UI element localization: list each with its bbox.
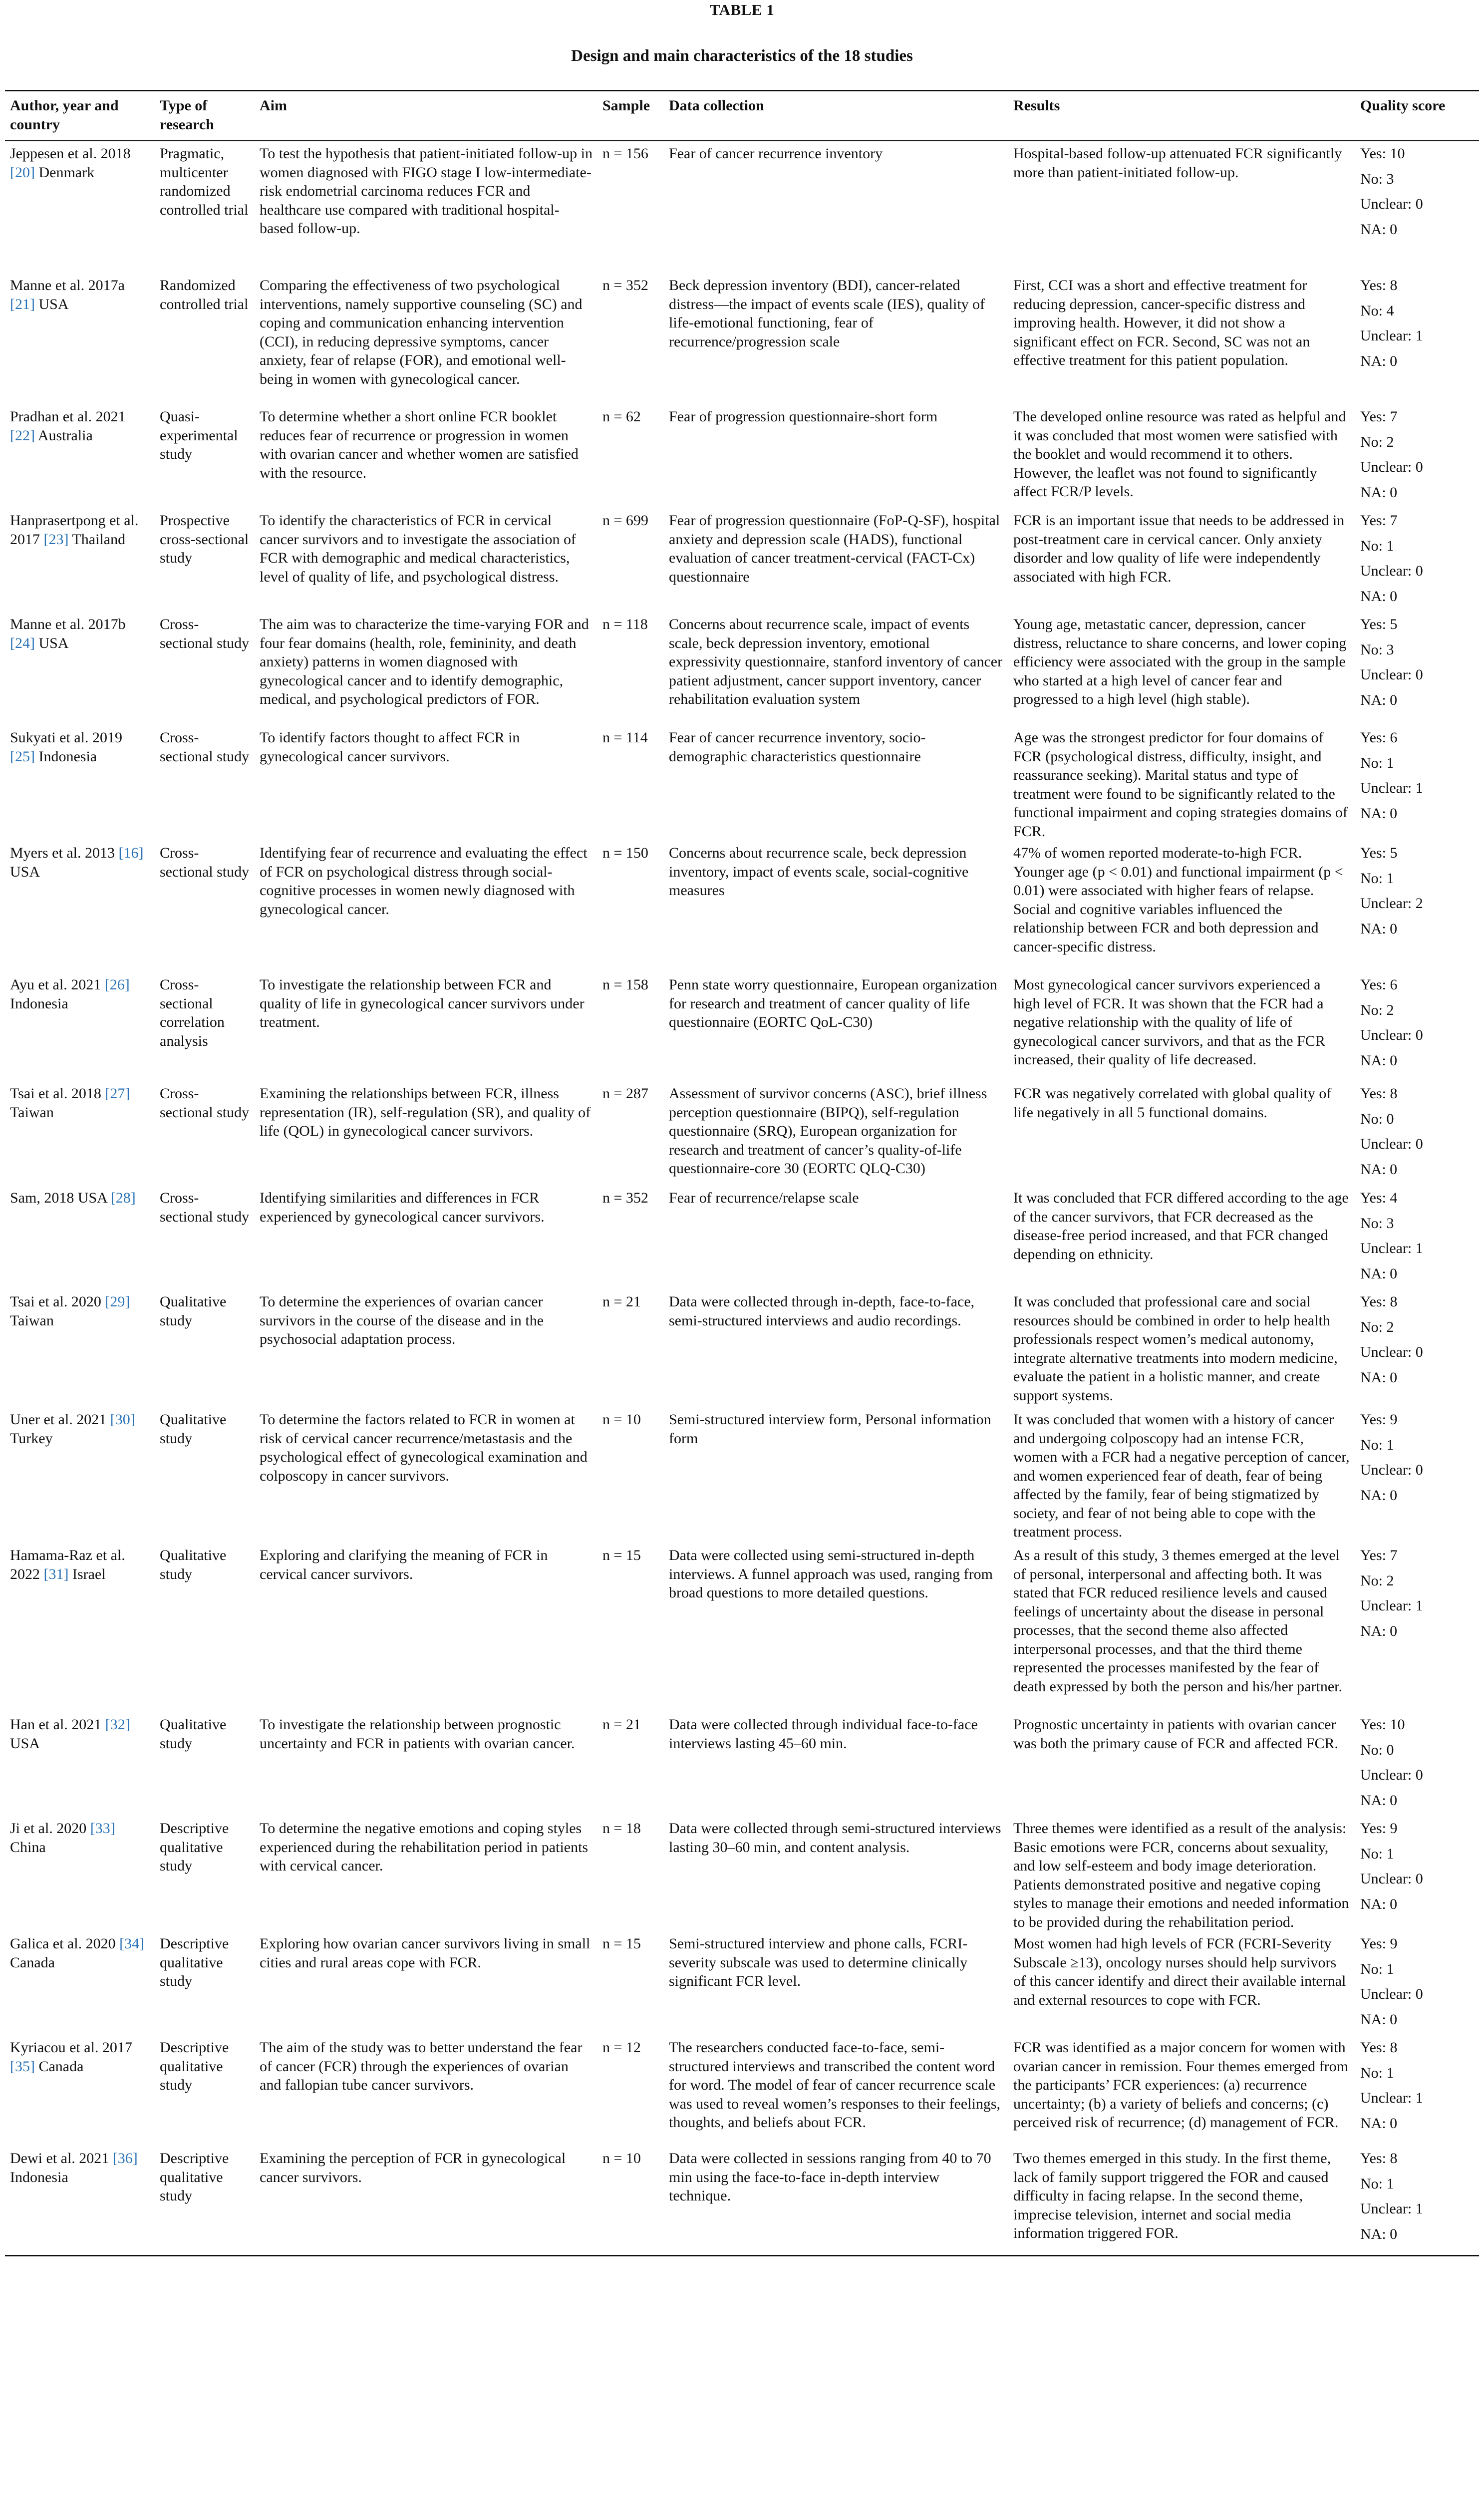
cell-results: Three themes were identified as a result of the analysis: Basic emotions were FCR, concerns about sexuality, and low self-esteem and body image deterioration. Patients demonstrated positive and negative coping styles to manage their emotions and needed information to be provided during the rehabilitation period.	[1013, 1820, 1349, 1930]
cell-author	[5, 141, 155, 273]
cell-aim: To determine the factors related to FCR in women at risk of cervical cancer recurrence/metastasis and the psychological effect of gynecological examination and colposcopy in cancer survivors.	[260, 1411, 588, 1484]
cell-author	[5, 1712, 155, 1816]
cell-aim: Examining the relationships between FCR, illness representation (IR), self-regulation (SR), and quality of life (QOL) in gynecological cancer survivors.	[260, 1085, 591, 1139]
cell-aim: To investigate the relationship between prognostic uncertainty and FCR in patients with ovarian cancer.	[260, 1716, 575, 1752]
cell-results: Two themes emerged in this study. In the first theme, lack of family support triggered the FOR and caused difficulty in facing relapse. In the second theme, imprecise television, internet and social media information triggered FOR.	[1008, 2146, 1355, 2256]
quality-item: No: 2	[1360, 1572, 1394, 1589]
table-row	[5, 404, 1479, 508]
cell-quality-score	[1355, 841, 1479, 972]
quality-item: Yes: 5	[1360, 616, 1398, 632]
cell-results: First, CCI was a short and effective treatment for reducing depression, cancer-specific distress and improving health. However, it did not show a significant effect on FCR. Second, SC was not an effective treatment for this patient population.	[1013, 277, 1310, 368]
quality-item: Yes: 8	[1360, 1085, 1398, 1102]
cell-author	[5, 273, 155, 404]
quality-item: NA: 0	[1360, 221, 1398, 238]
cell-data-collection: Concerns about recurrence scale, impact of events scale, beck depression inventory, emotional expressivity questionnaire, stanford inventory of cancer patient adjustment, cancer support inventory, cancer rehabilitation evaluation system	[669, 616, 1003, 707]
quality-item: Yes: 7	[1360, 408, 1398, 425]
cell-author	[5, 972, 155, 1081]
quality-item: NA: 0	[1360, 1792, 1398, 1809]
header-author: Author, year and country	[5, 91, 155, 141]
table-row	[5, 2146, 1479, 2256]
cell-sample: n = 10	[602, 1411, 641, 1428]
cell-type: Quasi-experimental study	[160, 408, 238, 462]
quality-item: Yes: 8	[1360, 1293, 1398, 1310]
cell-aim: The aim of the study was to better understand the fear of cancer (FCR) through the experiences of ovarian and fallopian tube cancer survivors.	[260, 2039, 583, 2093]
quality-item: Yes: 7	[1360, 512, 1398, 529]
cell-type: Qualitative study	[160, 1547, 227, 1582]
quality-item: Unclear: 0	[1360, 563, 1423, 579]
cell-quality-score	[1355, 141, 1479, 273]
cell-data-collection: Data were collected through semi-structured interviews lasting 30–60 min, and content analysis.	[669, 1820, 1001, 1856]
quality-item: NA: 0	[1360, 352, 1398, 369]
reference-link[interactable]: [32]	[105, 1716, 130, 1733]
cell-aim: The aim was to characterize the time-varying FOR and four fear domains (health, role, femininity, and death anxiety) patterns in women diagnosed with gynecological cancer and to identify demographic, medical, and psychological predictors of FOR.	[260, 616, 589, 707]
author-country: China	[10, 1839, 46, 1856]
cell-sample: n = 15	[602, 1547, 641, 1563]
quality-item: NA: 0	[1360, 1622, 1398, 1639]
quality-item: Unclear: 0	[1360, 1767, 1423, 1783]
table-row	[5, 2035, 1479, 2146]
cell-type: Cross-sectional study	[160, 729, 250, 765]
author-year: Sam, 2018 USA	[10, 1190, 111, 1206]
quality-item: Unclear: 1	[1360, 780, 1423, 796]
cell-data-collection: Semi-structured interview form, Personal information form	[669, 1411, 991, 1447]
cell-aim: Identifying similarities and differences in FCR experienced by gynecological cancer survivors.	[260, 1190, 545, 1225]
cell-aim: To investigate the relationship between FCR and quality of life in gynecological cancer survivors under treatment.	[260, 976, 585, 1030]
author-year: Manne et al. 2017b	[10, 616, 126, 632]
table-caption: Design and main characteristics of the 18 studies	[571, 47, 913, 65]
quality-item: Unclear: 1	[1360, 2090, 1423, 2106]
quality-item: NA: 0	[1360, 805, 1398, 822]
cell-author	[5, 1289, 155, 1407]
cell-data-collection: Assessment of survivor concerns (ASC), brief illness perception questionnaire (BIPQ), self-regulation questionnaire (SRQ), European organization for research and treatment of cancer’s quality-of-life questionnaire-core 30 (EORTC QLQ-C30)	[669, 1085, 987, 1177]
quality-item: Unclear: 0	[1360, 1986, 1423, 2002]
cell-type: Prospective cross-sectional study	[160, 512, 249, 566]
author-year: Hamama-Raz et al. 2022	[10, 1547, 125, 1582]
quality-item: Unclear: 0	[1360, 196, 1423, 212]
quality-item: Unclear: 0	[1360, 1027, 1423, 1043]
table-row	[5, 1712, 1479, 1816]
table-row	[5, 1543, 1479, 1712]
author-country: Indonesia	[10, 2169, 68, 2185]
cell-quality-score	[1355, 273, 1479, 404]
cell-data-collection: Fear of progression questionnaire-short form	[669, 408, 938, 425]
cell-data-collection: Penn state worry questionnaire, European organization for research and treatment of cancer quality of life questionnaire (EORTC QoL-C30)	[669, 976, 997, 1030]
author-country: Australia	[34, 427, 93, 444]
reference-link[interactable]: [34]	[119, 1935, 145, 1952]
quality-item: Yes: 7	[1360, 1547, 1398, 1563]
cell-results: Most women had high levels of FCR (FCRI-Severity Subscale ≥13), oncology nurses should help survivors of this cancer identify and direct their available internal and external resources to cope with FCR.	[1013, 1935, 1346, 2008]
cell-results: Young age, metastatic cancer, depression, cancer distress, reluctance to share concerns, and lower coping efficiency were associated with the group in the sample who started at a high level of cancer fear and progressed to a high level (high stable).	[1013, 616, 1347, 707]
table-row	[5, 725, 1479, 841]
cell-type: Qualitative study	[160, 1411, 227, 1447]
quality-item: NA: 0	[1360, 2225, 1398, 2242]
header-sample: Sample	[597, 91, 664, 141]
quality-item: No: 0	[1360, 1741, 1394, 1758]
quality-item: No: 1	[1360, 870, 1394, 887]
cell-data-collection: Fear of recurrence/relapse scale	[669, 1190, 859, 1206]
reference-link[interactable]: [33]	[90, 1820, 115, 1837]
author-country: Israel	[68, 1565, 106, 1582]
cell-quality-score	[1355, 1186, 1479, 1289]
author-year: Manne et al. 2017a	[10, 277, 125, 294]
cell-data-collection: Fear of cancer recurrence inventory, socio-demographic characteristics questionnaire	[669, 729, 926, 765]
cell-aim: Exploring and clarifying the meaning of FCR in cervical cancer survivors.	[260, 1547, 548, 1582]
quality-item: NA: 0	[1360, 920, 1398, 937]
quality-item: No: 1	[1360, 1436, 1394, 1453]
reference-link[interactable]: [27]	[105, 1085, 130, 1102]
quality-item: Unclear: 0	[1360, 1344, 1423, 1360]
author-country: Turkey	[10, 1430, 53, 1447]
cell-results: As a result of this study, 3 themes emerged at the level of personal, interpersonal and affecting both. It was stated that FCR reduced resilience levels and caused feelings of uncertainty about the disease in personal processes, that the second theme also affected interpersonal processes, and that the third theme represented the processes manifested by the fear of death expressed by both the person and his/her partner.	[1013, 1547, 1342, 1695]
quality-item: Unclear: 0	[1360, 1462, 1423, 1478]
reference-link[interactable]: [20]	[10, 164, 35, 181]
author-year: Myers et al. 2013	[10, 845, 119, 861]
author-year: Ayu et al. 2021	[10, 976, 105, 993]
cell-sample: n = 699	[602, 512, 648, 529]
quality-item: NA: 0	[1360, 1265, 1398, 1282]
reference-link[interactable]: [26]	[104, 976, 130, 993]
cell-quality-score	[1355, 1931, 1479, 2035]
cell-author	[5, 508, 155, 612]
cell-aim: To determine the negative emotions and coping styles experienced during the rehabilitation period in patients with cervical cancer.	[260, 1820, 589, 1874]
quality-item: No: 2	[1360, 1318, 1394, 1335]
author-year: Sukyati et al. 2019	[10, 729, 122, 746]
author-year: Han et al. 2021	[10, 1716, 105, 1733]
cell-sample: n = 114	[602, 729, 648, 746]
cell-results: Most gynecological cancer survivors experienced a high level of FCR. It was shown that the FCR had a negative relationship with the quality of life of gynecological cancer survivors, and that as the FCR increased, their quality of life decreased.	[1013, 976, 1325, 1068]
author-country: USA	[34, 634, 69, 651]
quality-item: Unclear: 0	[1360, 1871, 1423, 1887]
quality-item: Yes: 8	[1360, 2150, 1398, 2167]
cell-aim: Comparing the effectiveness of two psychological interventions, namely supportive counseling (SC) and coping and communication enhancing intervention (CCI), in reducing depressive symptoms, cancer anxiety, fear of relapse (FOR), and emotional well-being in women with gynecological cancer.	[260, 277, 583, 387]
header-data-collection: Data collection	[664, 91, 1008, 141]
cell-results: FCR was identified as a major concern for women with ovarian cancer in remission. Four themes emerged from the participants’ FCR experiences: (a) recurrence uncertainty; (b) a variety of beliefs and concerns; (c) perceived risk of recurrence; (d) management of FCR.	[1013, 2039, 1348, 2131]
cell-type: Cross-sectional study	[160, 1190, 250, 1225]
cell-sample: n = 158	[602, 976, 648, 993]
author-country: USA	[34, 296, 69, 312]
quality-item: Yes: 10	[1360, 145, 1405, 162]
cell-type: Cross-sectional study	[160, 845, 250, 880]
cell-aim: To identify the characteristics of FCR in cervical cancer survivors and to investigate the association of FCR with demographic and medical characteristics, level of quality of life, and psychological distress.	[260, 512, 576, 585]
table-row	[5, 1081, 1479, 1186]
cell-data-collection: Fear of progression questionnaire (FoP-Q-SF), hospital anxiety and depression scale (HADS), functional evaluation of cancer treatment-cervical (FACT-Cx) questionnaire	[669, 512, 1000, 585]
quality-item: Yes: 6	[1360, 976, 1398, 993]
table-row	[5, 972, 1479, 1081]
reference-link[interactable]: [21]	[10, 296, 35, 312]
quality-item: No: 1	[1360, 2064, 1394, 2081]
cell-author	[5, 2146, 155, 2256]
cell-author	[5, 404, 155, 508]
header-type: Type of research	[155, 91, 255, 141]
author-country: Indonesia	[10, 995, 68, 1012]
quality-item: No: 4	[1360, 302, 1394, 319]
quality-item: Yes: 4	[1360, 1190, 1398, 1206]
author-country: Thailand	[68, 531, 126, 548]
cell-results: The developed online resource was rated as helpful and it was concluded that most women were satisfied with the booklet and would recommend it to others. However, the leaflet was not found to significantly affect FCR/P levels.	[1013, 408, 1346, 500]
cell-type: Cross-sectional correlation analysis	[160, 976, 225, 1049]
author-country: USA	[10, 863, 40, 880]
quality-item: No: 1	[1360, 537, 1394, 554]
quality-item: NA: 0	[1360, 1487, 1398, 1504]
reference-link[interactable]: [25]	[10, 748, 35, 765]
quality-item: Unclear: 2	[1360, 895, 1423, 912]
reference-link[interactable]: [23]	[43, 531, 69, 548]
cell-author	[5, 1186, 155, 1289]
cell-author	[5, 1407, 155, 1543]
table-row	[5, 273, 1479, 404]
cell-type: Descriptive qualitative study	[160, 1820, 229, 1874]
quality-item: NA: 0	[1360, 588, 1398, 605]
quality-item: NA: 0	[1360, 484, 1398, 501]
cell-data-collection: Data were collected using semi-structured in-depth interviews. A funnel approach was used, ranging from broad questions to more detailed questions.	[669, 1547, 993, 1601]
cell-quality-score	[1355, 508, 1479, 612]
cell-sample: n = 118	[602, 616, 648, 632]
quality-item: Yes: 5	[1360, 845, 1398, 861]
cell-author	[5, 1543, 155, 1712]
cell-aim: To determine whether a short online FCR booklet reduces fear of recurrence or progression in women with ovarian cancer and whether women are satisfied with the resource.	[260, 408, 579, 481]
cell-quality-score	[1355, 1816, 1479, 1931]
cell-type: Cross-sectional study	[160, 616, 250, 651]
quality-item: Yes: 9	[1360, 1820, 1398, 1837]
cell-type: Cross-sectional study	[160, 1085, 250, 1121]
cell-results: It was concluded that FCR differed according to the age of the cancer survivors, that FCR decreased as the disease-free period increased, and that FCR changed depending on ethnicity.	[1013, 1190, 1349, 1262]
reference-link[interactable]: [28]	[110, 1190, 136, 1206]
quality-item: Unclear: 0	[1360, 666, 1423, 683]
reference-link[interactable]: [30]	[110, 1411, 135, 1428]
cell-quality-score	[1355, 1712, 1479, 1816]
cell-quality-score	[1355, 612, 1479, 725]
quality-item: NA: 0	[1360, 1161, 1398, 1178]
quality-item: Unclear: 1	[1360, 1240, 1423, 1256]
quality-item: No: 3	[1360, 641, 1394, 658]
header-results: Results	[1008, 91, 1355, 141]
quality-item: No: 1	[1360, 2175, 1394, 2192]
author-year: Ji et al. 2020	[10, 1820, 90, 1837]
quality-item: NA: 0	[1360, 691, 1398, 708]
cell-aim: To determine the experiences of ovarian cancer survivors in the course of the disease and in the psychosocial adaptation process.	[260, 1293, 544, 1347]
cell-quality-score	[1355, 404, 1479, 508]
cell-aim: Identifying fear of recurrence and evaluating the effect of FCR on psychological distress through social-cognitive processes in women newly diagnosed with gynecological cancer.	[260, 845, 588, 918]
cell-data-collection: Beck depression inventory (BDI), cancer-related distress—the impact of events scale (IES), quality of life-emotional functioning, fear of recurrence/progression scale	[669, 277, 985, 350]
reference-link[interactable]: [16]	[118, 845, 144, 861]
quality-item: Yes: 8	[1360, 2039, 1398, 2056]
table-row	[5, 1407, 1479, 1543]
cell-quality-score	[1355, 2146, 1479, 2256]
quality-item: No: 2	[1360, 433, 1394, 450]
author-year: Kyriacou et al. 2017	[10, 2039, 132, 2056]
quality-item: No: 1	[1360, 1960, 1394, 1977]
quality-item: No: 1	[1360, 754, 1394, 771]
cell-results: It was concluded that professional care and social resources should be combined in order to help health professionals respect women’s medical autonomy, integrate alternative treatments into modern medicine, evaluate the patient in a holistic manner, and create support systems.	[1013, 1293, 1338, 1404]
author-country: Indonesia	[34, 748, 97, 765]
author-year: Tsai et al. 2020	[10, 1293, 105, 1310]
quality-item: Unclear: 0	[1360, 459, 1423, 475]
author-country: Canada	[34, 2058, 84, 2075]
cell-aim: To identify factors thought to affect FCR in gynecological cancer survivors.	[260, 729, 520, 765]
reference-link[interactable]: [31]	[43, 1565, 69, 1582]
cell-author	[5, 1816, 155, 1931]
cell-quality-score	[1355, 972, 1479, 1081]
cell-data-collection: Fear of cancer recurrence inventory	[669, 145, 883, 162]
author-year: Jeppesen et al. 2018	[10, 145, 131, 162]
quality-item: No: 2	[1360, 1001, 1394, 1018]
quality-item: No: 1	[1360, 1845, 1394, 1862]
cell-results: FCR was negatively correlated with global quality of life negatively in all 5 functional domains.	[1013, 1085, 1332, 1121]
author-country: Canada	[10, 1954, 55, 1971]
table-row	[5, 508, 1479, 612]
quality-item: NA: 0	[1360, 1895, 1398, 1912]
table-row	[5, 1816, 1479, 1931]
cell-type: Qualitative study	[160, 1716, 227, 1752]
quality-item: No: 3	[1360, 1215, 1394, 1232]
header-quality-score: Quality score	[1355, 91, 1479, 141]
table-row	[5, 1186, 1479, 1289]
cell-sample: n = 10	[597, 2146, 664, 2256]
cell-type: Descriptive qualitative study	[155, 2146, 255, 2256]
quality-item: NA: 0	[1360, 2115, 1398, 2132]
quality-item: Yes: 9	[1360, 1935, 1398, 1952]
cell-author	[5, 1931, 155, 2035]
cell-aim: To test the hypothesis that patient-initiated follow-up in women diagnosed with FIGO stage I low-intermediate-risk endometrial carcinoma reduces FCR and healthcare use compared with traditional hospital-based follow-up.	[260, 145, 593, 237]
author-country: Denmark	[34, 164, 95, 181]
reference-link[interactable]: [24]	[10, 634, 35, 651]
table-row	[5, 612, 1479, 725]
reference-link[interactable]: [36]	[112, 2150, 138, 2167]
author-year: Tsai et al. 2018	[10, 1085, 105, 1102]
cell-data-collection: Data were collected in sessions ranging from 40 to 70 min using the face-to-face in-depth interview technique.	[664, 2146, 1008, 2256]
table-row	[5, 1931, 1479, 2035]
quality-item: Yes: 8	[1360, 277, 1398, 294]
cell-type: Descriptive qualitative study	[160, 2039, 229, 2093]
table-label: TABLE 1	[709, 1, 775, 18]
cell-data-collection: Data were collected through in-depth, face-to-face, semi-structured interviews and audio recordings.	[669, 1293, 975, 1329]
cell-sample: n = 156	[602, 145, 648, 162]
quality-item: Unclear: 1	[1360, 2200, 1423, 2217]
cell-sample: n = 15	[602, 1935, 641, 1952]
quality-item: NA: 0	[1360, 2011, 1398, 2028]
quality-item: NA: 0	[1360, 1052, 1398, 1069]
cell-results: Age was the strongest predictor for four domains of FCR (psychological distress, difficulty, insight, and reassurance seeking). Marital status and type of treatment were found to be significantly related to the functional impairment and coping strategies domains of FCR.	[1013, 729, 1348, 840]
quality-item: No: 0	[1360, 1110, 1394, 1127]
cell-results: 47% of women reported moderate-to-high FCR. Younger age (p < 0.01) and functional impairment (p < 0.01) were associated with higher fears of relapse. Social and cognitive variables influenced the relationship between FCR and both depression and cancer-specific distress.	[1013, 845, 1343, 955]
cell-type: Randomized controlled trial	[160, 277, 249, 312]
quality-item: Unclear: 0	[1360, 1136, 1423, 1152]
cell-quality-score	[1355, 1081, 1479, 1186]
author-year: Dewi et al. 2021	[10, 2150, 113, 2167]
cell-results: FCR is an important issue that needs to be addressed in post-treatment care in cervical cancer. Only anxiety disorder and low quality of life were independently associated with high FCR.	[1013, 512, 1345, 585]
cell-data-collection: The researchers conducted face-to-face, semi-structured interviews and transcribed the content word for word. The model of fear of cancer recurrence scale was used to reveal women’s responses to their feelings, thoughts, and beliefs about FCR.	[669, 2039, 1000, 2131]
cell-sample: n = 352	[602, 1190, 648, 1206]
author-year: Pradhan et al. 2021	[10, 408, 126, 425]
quality-item: Unclear: 1	[1360, 327, 1423, 344]
quality-item: Yes: 9	[1360, 1411, 1398, 1428]
cell-type: Pragmatic, multicenter randomized controlled trial	[160, 145, 249, 218]
cell-aim: Examining the perception of FCR in gynecological cancer survivors.	[255, 2146, 597, 2256]
cell-type: Descriptive qualitative study	[160, 1935, 229, 1989]
cell-quality-score	[1355, 1289, 1479, 1407]
cell-sample: n = 21	[602, 1716, 641, 1733]
author-year: Uner et al. 2021	[10, 1411, 110, 1428]
quality-item: No: 3	[1360, 170, 1394, 187]
quality-item: Unclear: 1	[1360, 1597, 1423, 1614]
cell-sample: n = 12	[602, 2039, 641, 2056]
table-row	[5, 841, 1479, 972]
author-country: Taiwan	[10, 1104, 54, 1121]
reference-link[interactable]: [22]	[10, 427, 35, 444]
reference-link[interactable]: [35]	[10, 2058, 35, 2075]
cell-sample: n = 18	[602, 1820, 641, 1837]
author-country: USA	[10, 1735, 40, 1752]
author-year: Galica et al. 2020	[10, 1935, 120, 1952]
cell-sample: n = 287	[602, 1085, 648, 1102]
quality-item: NA: 0	[1360, 1369, 1398, 1386]
author-year: Hanprasertpong et al. 2017	[10, 512, 139, 548]
cell-data-collection: Semi-structured interview and phone calls, FCRI-severity subscale was used to determine clinically significant FCR level.	[669, 1935, 968, 1989]
cell-quality-score	[1355, 2035, 1479, 2146]
quality-item: Yes: 10	[1360, 1716, 1405, 1733]
cell-type: Qualitative study	[160, 1293, 227, 1329]
studies-table	[5, 90, 1479, 2256]
cell-aim: Exploring how ovarian cancer survivors living in small cities and rural areas cope with FCR.	[260, 1935, 591, 1971]
cell-author	[5, 1081, 155, 1186]
header-aim: Aim	[255, 91, 597, 141]
cell-results: Prognostic uncertainty in patients with ovarian cancer was both the primary cause of FCR and affected FCR.	[1013, 1716, 1338, 1752]
cell-quality-score	[1355, 725, 1479, 841]
cell-author	[5, 841, 155, 972]
cell-quality-score	[1355, 1543, 1479, 1712]
cell-author	[5, 612, 155, 725]
cell-author	[5, 2035, 155, 2146]
header-row	[5, 91, 1479, 141]
cell-data-collection: Data were collected through individual face-to-face interviews lasting 45–60 min.	[669, 1716, 978, 1752]
cell-sample: n = 352	[602, 277, 648, 294]
reference-link[interactable]: [29]	[105, 1293, 130, 1310]
table-row	[5, 1289, 1479, 1407]
author-country: Taiwan	[10, 1312, 54, 1329]
cell-data-collection: Concerns about recurrence scale, beck depression inventory, impact of events scale, social-cognitive measures	[669, 845, 969, 899]
table-row	[5, 141, 1479, 273]
cell-sample: n = 150	[602, 845, 648, 861]
cell-results: It was concluded that women with a history of cancer and undergoing colposcopy had an intense FCR, women with a FCR had a negative perception of cancer, and women experienced fear of death, fear of being affected by the family, fear of being stigmatized by society, and fear of not being able to cope with the treatment process.	[1013, 1411, 1350, 1540]
cell-sample: n = 21	[602, 1293, 641, 1310]
cell-author	[5, 725, 155, 841]
cell-quality-score	[1355, 1407, 1479, 1543]
cell-sample: n = 62	[602, 408, 641, 425]
cell-results: Hospital-based follow-up attenuated FCR significantly more than patient-initiated follow-up.	[1013, 145, 1342, 181]
quality-item: Yes: 6	[1360, 729, 1398, 746]
